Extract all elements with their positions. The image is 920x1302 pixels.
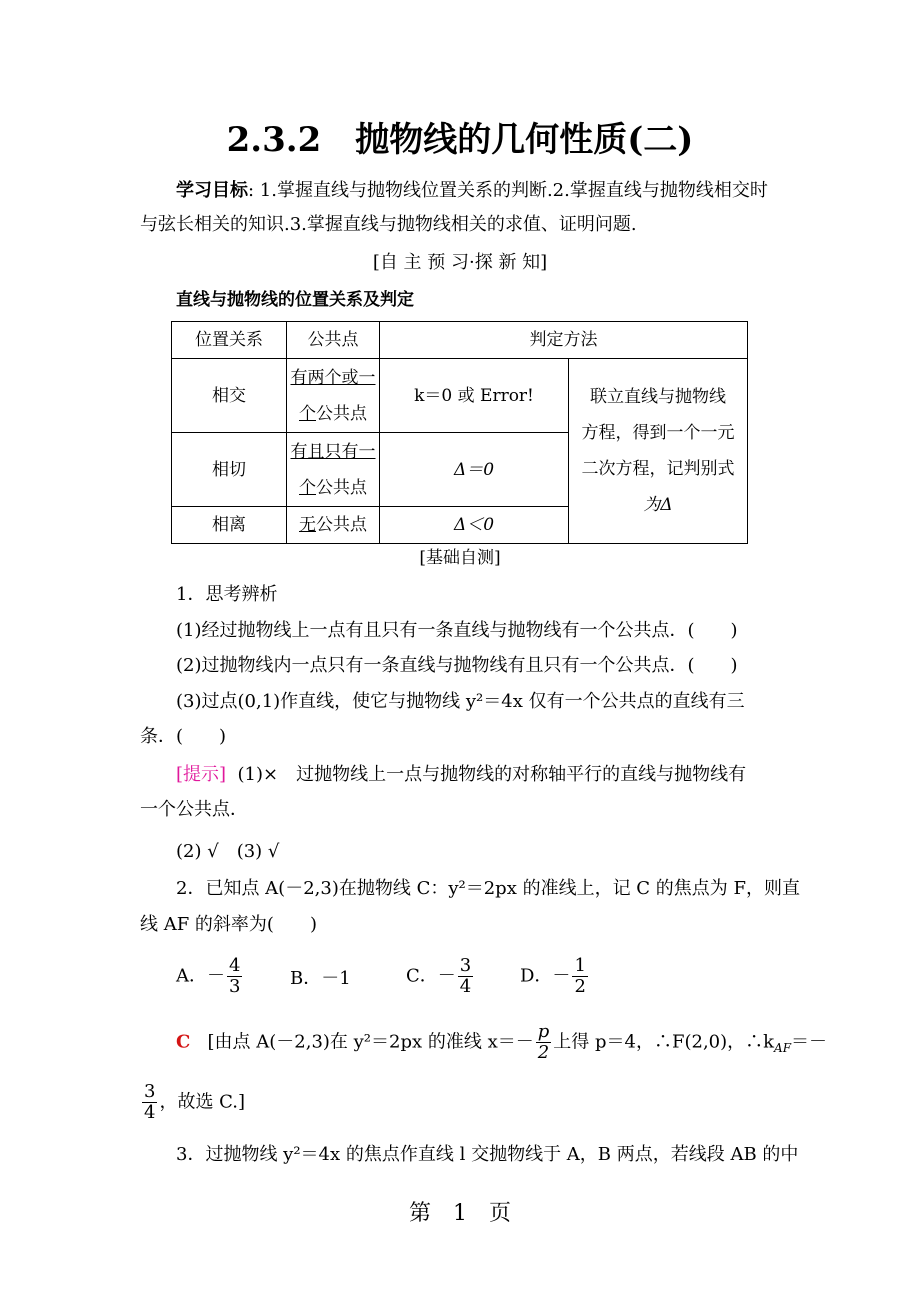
q1-statement3a: (3)过点(0,1)作直线，使它与抛物线 y²＝4x 仅有一个公共点的直线有三 <box>176 691 745 712</box>
hint-text1: (1)× 过抛物线上一点与抛物线的对称轴平行的直线与抛物线有 <box>237 764 747 785</box>
q1-hint-line1 <box>176 762 746 788</box>
method-description <box>569 359 748 544</box>
section-heading-preview: [自 主 预 习·探 新 知] <box>372 252 548 273</box>
criterion-tangent: Δ＝0 <box>380 433 569 507</box>
page-title: 2.3.2 抛物线的几何性质(二) <box>226 120 694 160</box>
answer-letter: C <box>176 1031 191 1053</box>
q3-line1: 3．过抛物线 y²＝4x 的焦点作直线 l 交抛物线于 A，B 两点，若线段 AB 的中 <box>176 1144 799 1165</box>
q2-option-a: A．－ $\frac{4}{3}$ <box>176 955 241 997</box>
table-title: 直线与抛物线的位置关系及判定 <box>176 290 414 310</box>
q1-statement2: (2)过抛物线内一点只有一条直线与抛物线有且只有一个公共点．( ) <box>176 655 738 676</box>
method-line3: 二次方程，记判别式 <box>581 459 735 479</box>
points-tangent-l2: 个公共点 <box>299 477 367 498</box>
method-line4: 为Δ <box>643 495 673 515</box>
section-heading-selftest: [基础自测] <box>419 548 501 568</box>
q1-statement1: (1)经过抛物线上一点有且只有一条直线与抛物线有一个公共点．( ) <box>176 620 738 641</box>
relation-table <box>171 321 748 544</box>
points-separate: 无公共点 <box>287 507 380 544</box>
objectives-line1 <box>176 178 768 204</box>
q2-line1: 2．已知点 A(－2,3)在抛物线 C：y²＝2px 的准线上，记 C 的焦点为 F，则直 <box>176 878 800 899</box>
q2-solution-line1: C [由点 A(－2,3)在 y²＝2px 的准线 x＝－ $\frac{p}{2}$ 上得 p＝4，∴F(2,0)，$\therefore k_{AF}=-$ <box>176 1021 828 1063</box>
option-c-fraction: $\frac{3}{4}$ <box>459 955 472 997</box>
method-line1: 联立直线与抛物线 <box>590 387 726 407</box>
hint-label: [提示] <box>176 764 227 785</box>
points-tangent-l1: 有且只有一 <box>290 441 376 462</box>
objectives-text1: : 1.掌握直线与抛物线位置关系的判断.2.掌握直线与抛物线相交时 <box>248 180 768 201</box>
relation-tangent: 相切 <box>172 433 287 507</box>
q2-option-c: C．－ $\frac{3}{4}$ <box>406 955 472 997</box>
criterion-intersect: k＝0 或 Error! <box>380 359 569 433</box>
objectives-line2: 与弦长相关的知识.3.掌握直线与抛物线相关的求值、证明问题. <box>140 214 637 235</box>
points-intersect-l1: 有两个或一 <box>290 367 376 388</box>
objectives-label: 学习目标 <box>176 180 248 201</box>
q2-option-b: B．－1 <box>290 968 351 989</box>
q2-option-d: D．－ $\frac{1}{2}$ <box>520 955 586 997</box>
q2-solution-line2: $\frac{3}{4}$ ，故选 C.] <box>144 1081 246 1123</box>
points-intersect-l2: 个公共点 <box>299 403 367 424</box>
header-relation: 位置关系 <box>172 322 287 359</box>
points-intersect <box>287 359 380 433</box>
option-a-fraction: $\frac{4}{3}$ <box>229 955 241 997</box>
slope-fraction: $\frac{3}{4}$ <box>144 1081 156 1123</box>
q1-answers: (2) √ (3) √ <box>176 841 280 862</box>
header-points: 公共点 <box>287 322 380 359</box>
q1-hint-line2: 一个公共点． <box>140 799 248 820</box>
method-line2: 方程，得到一个一元 <box>581 423 735 443</box>
q2-line2: 线 AF 的斜率为( ) <box>140 914 317 935</box>
q1-statement3b: 条．( ) <box>140 726 227 747</box>
criterion-separate: Δ＜0 <box>380 507 569 544</box>
p-over-2: $\frac{p}{2}$ <box>537 1021 550 1063</box>
relation-intersect: 相交 <box>172 359 287 433</box>
points-tangent <box>287 433 380 507</box>
header-method: 判定方法 <box>380 322 748 359</box>
option-d-fraction: $\frac{1}{2}$ <box>574 955 586 997</box>
q1-heading: 1．思考辨析 <box>176 584 278 605</box>
page-footer: 第 1 页 <box>409 1201 511 1226</box>
relation-separate: 相离 <box>172 507 287 544</box>
